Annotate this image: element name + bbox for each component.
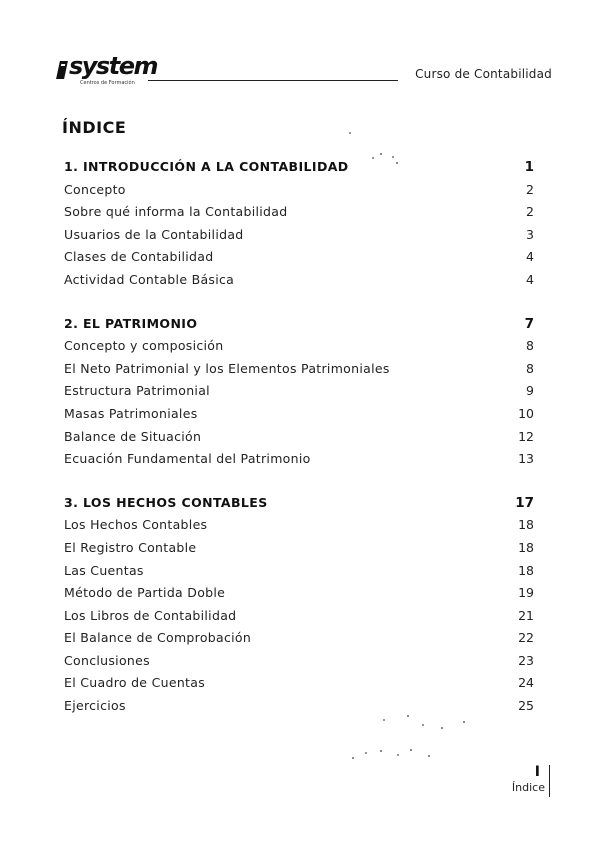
toc-entry-page: 4 <box>526 249 534 265</box>
toc-entry-page: 21 <box>518 607 534 623</box>
toc-chapter-heading <box>64 313 536 336</box>
toc-entry <box>64 627 536 650</box>
toc-chapter-heading <box>64 156 536 179</box>
toc-entry-label: El Neto Patrimonial y los Elementos Patrimoniales <box>64 360 390 376</box>
toc-entry-label: Sobre qué informa la Contabilidad <box>64 204 288 220</box>
page-title: ÍNDICE <box>62 118 127 137</box>
toc-entry-label: Concepto <box>64 181 126 197</box>
course-title: Curso de Contabilidad <box>415 67 552 81</box>
toc-entry-page: 18 <box>518 539 534 555</box>
scan-speck <box>407 715 409 717</box>
toc-entry <box>64 695 536 718</box>
toc-entry <box>64 335 536 358</box>
toc-section <box>64 492 536 718</box>
toc-entry <box>64 426 536 449</box>
scan-speck <box>380 153 382 155</box>
scan-speck <box>349 132 351 134</box>
toc-entry-label: Ejercicios <box>64 698 126 714</box>
toc-entry-page: 18 <box>518 517 534 533</box>
table-of-contents <box>64 156 536 739</box>
scan-speck <box>372 157 374 159</box>
footer-section-label: Índice <box>511 781 545 794</box>
scan-speck <box>365 752 367 754</box>
toc-chapter-title: 3. LOS HECHOS CONTABLES <box>64 494 268 510</box>
toc-entry <box>64 514 536 537</box>
toc-entry-page: 18 <box>518 562 534 578</box>
scan-speck <box>396 162 398 164</box>
scan-speck <box>463 721 465 723</box>
brand-logo <box>58 52 157 91</box>
toc-entry-label: Ecuación Fundamental del Patrimonio <box>64 451 311 467</box>
footer-page-number: I <box>534 764 540 780</box>
toc-section <box>64 313 536 471</box>
toc-entry-label: Masas Patrimoniales <box>64 405 198 421</box>
toc-entry <box>64 246 536 269</box>
header-divider <box>148 80 398 81</box>
toc-entry-label: Clases de Contabilidad <box>64 249 214 265</box>
toc-entry <box>64 201 536 224</box>
toc-entry <box>64 537 536 560</box>
toc-entry-page: 8 <box>526 338 534 354</box>
toc-entry-label: El Balance de Comprobación <box>64 630 252 646</box>
footer-divider <box>549 765 550 797</box>
scan-speck <box>397 754 399 756</box>
toc-entry <box>64 269 536 292</box>
toc-entry <box>64 560 536 583</box>
toc-entry-page: 22 <box>518 630 534 646</box>
toc-entry-page: 25 <box>518 698 534 714</box>
scan-speck <box>428 755 430 757</box>
toc-entry-page: 13 <box>518 451 534 467</box>
logo-mark-icon <box>56 61 68 79</box>
toc-entry <box>64 582 536 605</box>
toc-entry-label: Balance de Situación <box>64 428 202 444</box>
toc-chapter-heading <box>64 492 536 515</box>
toc-entry-label: Conclusiones <box>64 652 150 668</box>
toc-entry-page: 2 <box>526 204 534 220</box>
toc-entry-page: 10 <box>518 405 534 421</box>
toc-entry <box>64 380 536 403</box>
logo-wordmark: system <box>69 52 157 80</box>
scan-speck <box>410 749 412 751</box>
scan-speck <box>380 750 382 752</box>
scan-speck <box>392 156 394 158</box>
toc-entry-page: 24 <box>518 675 534 691</box>
toc-entry-label: Concepto y composición <box>64 338 224 354</box>
toc-entry-label: El Registro Contable <box>64 539 197 555</box>
toc-entry <box>64 448 536 471</box>
logo-subtitle: Centros de Formación <box>80 80 135 86</box>
toc-entry <box>64 179 536 202</box>
toc-entry-label: Los Hechos Contables <box>64 517 208 533</box>
toc-entry-page: 19 <box>518 585 534 601</box>
toc-entry-label: Método de Partida Doble <box>64 585 226 601</box>
toc-chapter-page: 17 <box>515 494 534 511</box>
toc-entry-page: 4 <box>526 271 534 287</box>
toc-entry <box>64 403 536 426</box>
toc-entry <box>64 672 536 695</box>
scan-speck <box>422 724 424 726</box>
toc-entry-page: 8 <box>526 360 534 376</box>
toc-entry <box>64 650 536 673</box>
toc-chapter-title: 1. INTRODUCCIÓN A LA CONTABILIDAD <box>64 159 349 174</box>
toc-entry-page: 2 <box>526 181 534 197</box>
toc-entry-label: Estructura Patrimonial <box>64 383 210 399</box>
toc-entry-page: 9 <box>526 383 534 399</box>
toc-entry <box>64 605 536 628</box>
scan-speck <box>441 727 443 729</box>
toc-section <box>64 156 536 292</box>
toc-entry-label: Actividad Contable Básica <box>64 271 235 287</box>
toc-entry-label: Usuarios de la Contabilidad <box>64 226 244 242</box>
toc-entry <box>64 358 536 381</box>
toc-entry <box>64 224 536 247</box>
toc-chapter-page: 7 <box>524 315 534 332</box>
toc-entry-label: Los Libros de Contabilidad <box>64 607 237 623</box>
toc-entry-label: Las Cuentas <box>64 562 144 578</box>
scan-speck <box>383 719 385 721</box>
scan-speck <box>352 757 354 759</box>
toc-chapter-title: 2. EL PATRIMONIO <box>64 315 198 331</box>
toc-entry-page: 3 <box>526 226 534 242</box>
toc-entry-page: 23 <box>518 652 534 668</box>
toc-chapter-page: 1 <box>524 159 534 175</box>
toc-entry-label: El Cuadro de Cuentas <box>64 675 206 691</box>
toc-entry-page: 12 <box>518 428 534 444</box>
